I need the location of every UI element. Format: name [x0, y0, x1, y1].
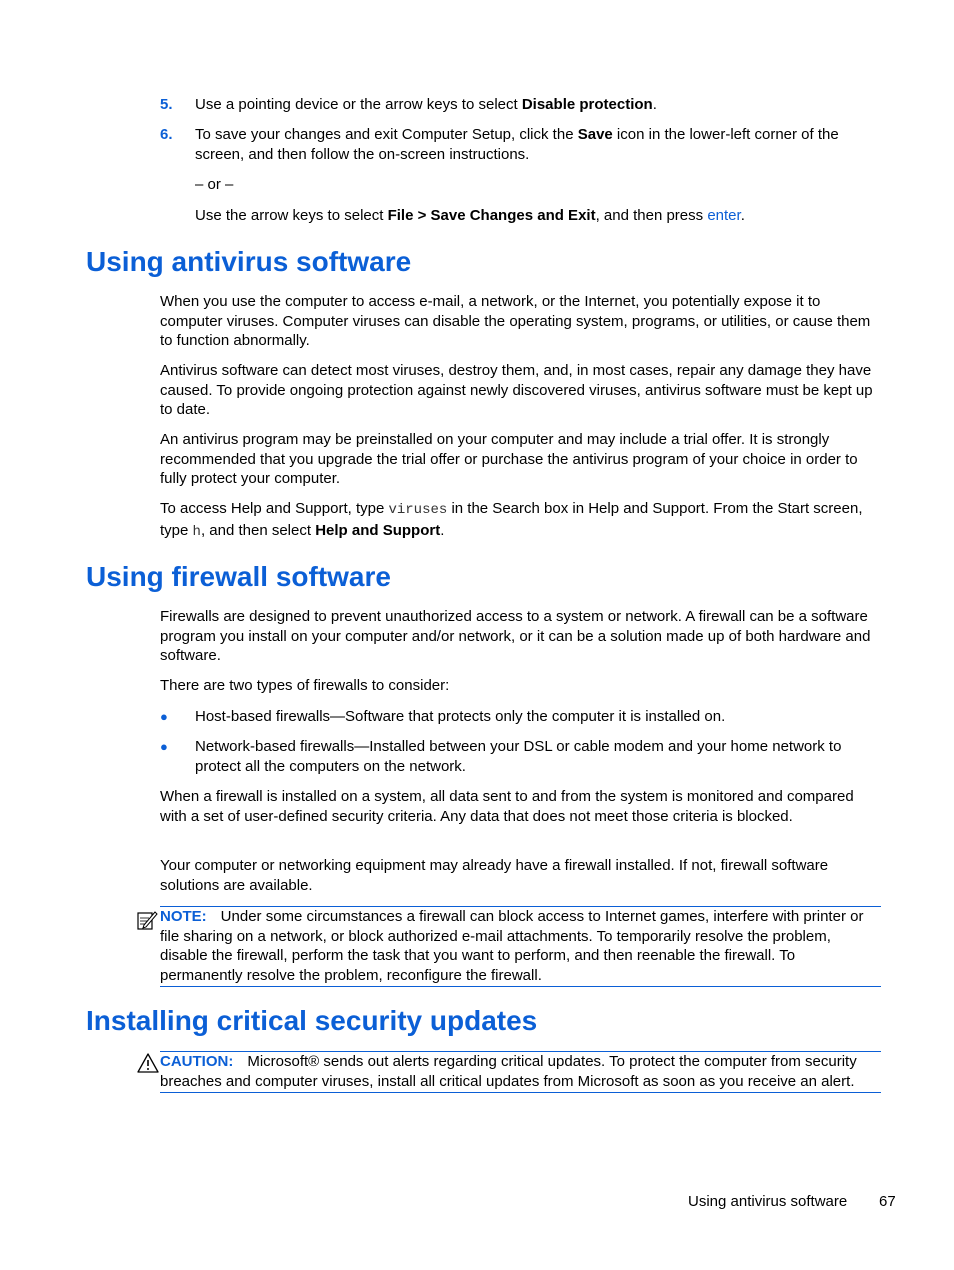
step-text: [195, 95, 875, 115]
note-content: [160, 907, 881, 985]
step-bold: Save: [577, 126, 613, 143]
step-text-part: .: [652, 96, 657, 113]
step-text: [195, 125, 875, 164]
step-text-part: Use a pointing device or the arrow keys to select: [195, 96, 522, 113]
paragraph: Antivirus software can detect most viruses, destroy them, and, in most cases, repair any damage they have caused. To provide ongoing protection against newly discovered viruses, antivirus software must be kept up to date.: [160, 362, 873, 418]
paragraph-help: [160, 499, 884, 542]
enter-key: enter: [707, 207, 741, 224]
page-number: 67: [879, 1193, 896, 1210]
caution-content: [160, 1052, 881, 1091]
heading-firewall: Using firewall software: [86, 561, 391, 592]
text-part: , and then select: [200, 521, 316, 539]
bullet-icon: ●: [160, 709, 168, 724]
paragraph: When a firewall is installed on a system, all data sent to and from the system is monitored and compared with a set of user-defined security criteria. Any data that does not meet those criteria is blocked.: [160, 788, 854, 825]
caution-icon: [137, 1053, 159, 1073]
text-part: in the Search box in Help and Support. From the Start screen, type: [160, 500, 863, 539]
step-bold: Disable protection: [521, 96, 653, 113]
note-text: Under some circumstances a firewall can block access to Internet games, interfere with printer or file sharing on a network, or block authorized e-mail attachments. To temporarily resolve the problem, disable the firewall, perform the task that you want to perform, and then reenable the firewall. To permanently resolve the problem, reconfigure the firewall.: [160, 908, 864, 984]
paragraph: An antivirus program may be preinstalled on your computer and may include a trial offer. It is strongly recommended that you upgrade the trial offer or purchase the antivirus program of your choice in order to fully protect your computer.: [160, 431, 858, 487]
note-box: [160, 906, 881, 987]
step-number: 6.: [160, 126, 173, 143]
paragraph: When you use the computer to access e-mail, a network, or the Internet, you potentially expose it to computer viruses. Computer viruses can disable the operating system, programs, or utilities, or cause them to function abnormally.: [160, 293, 871, 349]
step-number: 5.: [160, 96, 173, 113]
caution-text: Microsoft® sends out alerts regarding critical updates. To protect the computer from security breaches and computer viruses, install all critical updates from Microsoft as soon as you receive an alert.: [160, 1053, 857, 1090]
heading-updates: Installing critical security updates: [86, 1005, 538, 1036]
paragraph: Your computer or networking equipment may already have a firewall installed. If not, firewall software solutions are available.: [160, 857, 829, 894]
or-separator: – or –: [195, 176, 234, 193]
alternative-step: [195, 206, 875, 226]
alt-text: , and then press: [595, 207, 708, 224]
alt-text: .: [740, 207, 745, 224]
code-viruses: viruses: [388, 502, 448, 518]
paragraph: Firewalls are designed to prevent unauthorized access to a system or network. A firewall can be a software program you install on your computer and/or network, or it can be a solution made up of both hardware and software.: [160, 608, 871, 664]
alt-bold: File > Save Changes and Exit: [387, 207, 596, 224]
text-part: .: [440, 521, 445, 539]
note-label: NOTE:: [160, 908, 207, 925]
code-h: h: [192, 523, 201, 540]
help-and-support: Help and Support: [315, 521, 441, 539]
step-text-part: icon in the lower-left corner of the screen, and then follow the on-screen instructions.: [195, 126, 839, 163]
footer-section: Using antivirus software: [688, 1193, 848, 1210]
bullet-item: Host-based firewalls—Software that protects only the computer it is installed on.: [195, 708, 726, 725]
bullet-item: Network-based firewalls—Installed between your DSL or cable modem and your home network to protect all the computers on the network.: [195, 738, 842, 775]
heading-antivirus: Using antivirus software: [86, 246, 412, 277]
caution-box: [160, 1051, 881, 1093]
bullet-icon: ●: [160, 739, 168, 754]
step-text-part: To save your changes and exit Computer Setup, click the: [195, 126, 578, 143]
alt-text: Use the arrow keys to select: [195, 207, 388, 224]
paragraph: There are two types of firewalls to consider:: [160, 677, 450, 694]
note-icon: [136, 909, 158, 931]
caution-label: CAUTION:: [160, 1053, 234, 1070]
text-part: To access Help and Support, type: [160, 500, 389, 517]
